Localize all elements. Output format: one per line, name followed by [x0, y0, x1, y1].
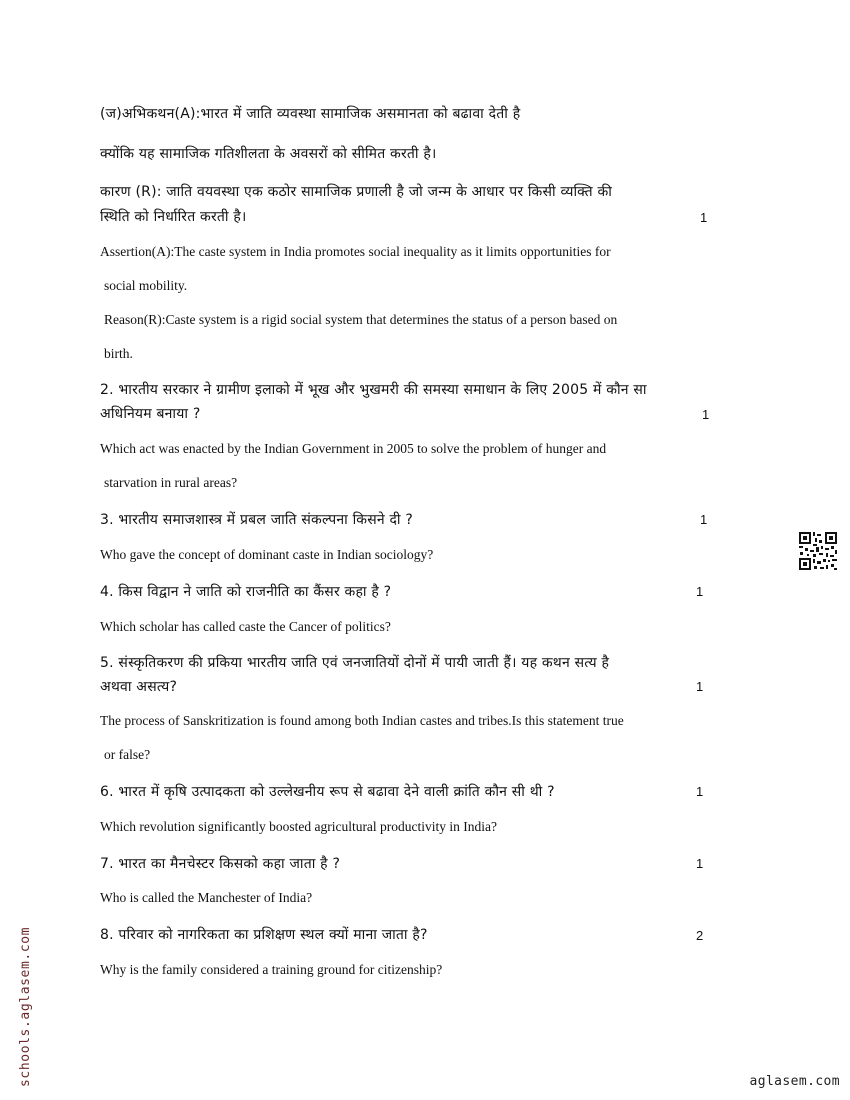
- q3-marks: 1: [700, 512, 708, 527]
- q1-english-assertion-line2: social mobility.: [104, 278, 188, 293]
- q6-english: Which revolution significantly boosted agricultural productivity in India?: [100, 819, 498, 834]
- q1-hindi-assertion-line1: (ज)अभिकथन(A):भारत में जाति व्यवस्था सामाजिक असमानता को बढावा देती है: [100, 106, 521, 122]
- q5-hindi-line1: 5. संस्कृतिकरण की प्रकिया भारतीय जाति एवं जनजातियों दोनों में पायी जाती हैं। यह कथन सत्य है: [100, 655, 610, 671]
- q7-hindi: 7. भारत का मैनचेस्टर किसको कहा जाता है ?: [100, 856, 341, 872]
- q7-english: Who is called the Manchester of India?: [100, 890, 313, 905]
- q2-marks: 1: [702, 407, 710, 422]
- q1-english-reason-line1: Reason(R):Caste system is a rigid social system that determines the status of a person based on: [104, 312, 618, 327]
- q2-english-line2: starvation in rural areas?: [104, 475, 238, 490]
- side-watermark: schools.aglasem.com: [18, 926, 33, 1087]
- q1-marks: 1: [700, 210, 708, 225]
- q4-hindi: 4. किस विद्वान ने जाति को राजनीति का कैंसर कहा है ?: [100, 584, 392, 600]
- q3-english: Who gave the concept of dominant caste in Indian sociology?: [100, 547, 434, 562]
- q1-english-assertion-line1: Assertion(A):The caste system in India promotes social inequality as it limits opportunities for: [100, 244, 611, 259]
- q5-hindi-line2: अथवा असत्य?: [100, 679, 178, 695]
- q7-marks: 1: [696, 856, 704, 871]
- qr-code-icon: [798, 531, 838, 571]
- q8-hindi: 8. परिवार को नागरिकता का प्रशिक्षण स्थल क्यों माना जाता है?: [100, 927, 428, 943]
- q8-english: Why is the family considered a training ground for citizenship?: [100, 962, 443, 977]
- q2-hindi-line1: 2. भारतीय सरकार ने ग्रामीण इलाको में भूख और भुखमरी की समस्या समाधान के लिए 2005 में कौन सा: [100, 382, 647, 398]
- q4-english: Which scholar has called caste the Cancer of politics?: [100, 619, 391, 634]
- q5-marks: 1: [696, 679, 704, 694]
- q2-english-line1: Which act was enacted by the Indian Government in 2005 to solve the problem of hunger and: [100, 441, 607, 456]
- q1-hindi-reason-line2: स्थिति को निर्धारित करती है।: [100, 209, 247, 225]
- q5-english-line2: or false?: [104, 747, 151, 762]
- footer-watermark: aglasem.com: [749, 1074, 840, 1089]
- q1-english-reason-line2: birth.: [104, 346, 133, 361]
- q4-marks: 1: [696, 584, 704, 599]
- q8-marks: 2: [696, 928, 704, 943]
- q2-hindi-line2: अधिनियम बनाया ?: [100, 406, 201, 422]
- q1-hindi-assertion-line2: क्योंकि यह सामाजिक गतिशीलता के अवसरों को सीमित करती है।: [100, 146, 437, 162]
- q5-english-line1: The process of Sanskritization is found among both Indian castes and tribes.Is this statement true: [100, 713, 624, 728]
- q6-hindi: 6. भारत में कृषि उत्पादकता को उल्लेखनीय रूप से बढावा देने वाली क्रांति कौन सी थी ?: [100, 784, 555, 800]
- q1-hindi-reason-line1: कारण (R): जाति वयवस्था एक कठोर सामाजिक प्रणाली है जो जन्म के आधार पर किसी व्यक्ति की: [100, 184, 613, 200]
- q6-marks: 1: [696, 784, 704, 799]
- q3-hindi: 3. भारतीय समाजशास्त्र में प्रबल जाति संकल्पना किसने दी ?: [100, 512, 414, 528]
